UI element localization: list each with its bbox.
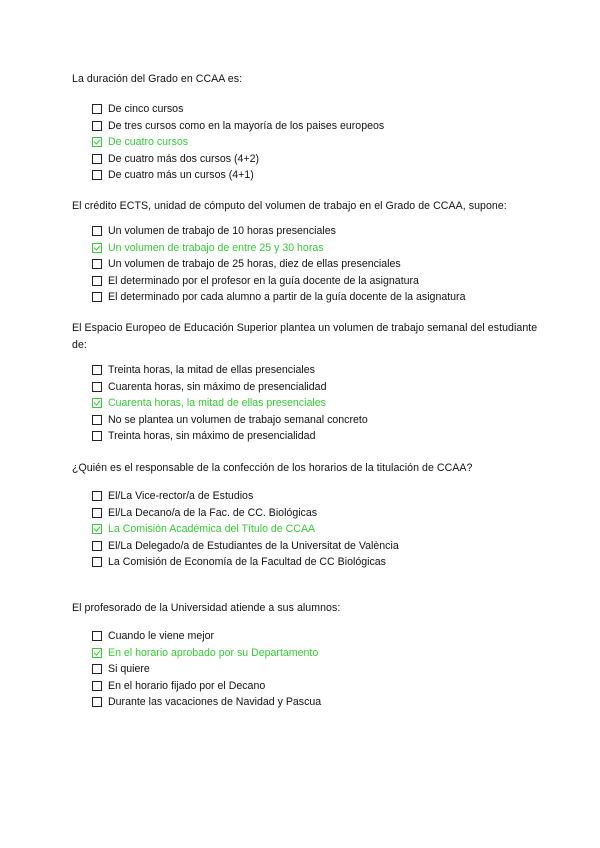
correct-answer-option[interactable] — [92, 395, 542, 412]
correct-answer-option[interactable] — [92, 521, 542, 538]
answer-option[interactable] — [92, 273, 542, 290]
checkbox-icon[interactable] — [92, 431, 102, 441]
question-3-options — [92, 362, 542, 445]
checkbox-icon[interactable] — [92, 170, 102, 180]
checkbox-checked-icon[interactable] — [92, 137, 102, 147]
option-label: Treinta horas, la mitad de ellas presenciales — [108, 364, 315, 377]
answer-option[interactable] — [92, 628, 542, 645]
checkbox-checked-icon[interactable] — [92, 243, 102, 253]
checkbox-icon[interactable] — [92, 121, 102, 131]
option-label: Un volumen de trabajo de 25 horas, diez de ellas presenciales — [108, 258, 401, 271]
correct-answer-option[interactable] — [92, 240, 542, 257]
checkbox-checked-icon[interactable] — [92, 648, 102, 658]
option-label: En el horario fijado por el Decano — [108, 679, 266, 692]
answer-option[interactable] — [92, 505, 542, 522]
option-label: La Comisión de Economía de la Facultad de CC Biológicas — [108, 556, 386, 569]
question-5-options — [92, 628, 542, 711]
checkbox-icon[interactable] — [92, 631, 102, 641]
option-label: El/La Decano/a de la Fac. de CC. Biológicas — [108, 506, 318, 519]
option-label: De cuatro más dos cursos (4+2) — [108, 152, 260, 165]
answer-option[interactable] — [92, 223, 542, 240]
option-label: De cuatro más un cursos (4+1) — [108, 169, 254, 182]
option-label: Cuarenta horas, sin máximo de presencialidad — [108, 380, 327, 393]
checkmark-icon — [94, 138, 101, 145]
question-2-text: El crédito ECTS, unidad de cómputo del volumen de trabajo en el Grado de CCAA, supone: — [72, 200, 507, 212]
option-label: La Comisión Académica del Título de CCAA — [108, 523, 316, 536]
checkbox-icon[interactable] — [92, 226, 102, 236]
option-label: Si quiere — [108, 663, 150, 676]
answer-option[interactable] — [92, 256, 542, 273]
checkbox-icon[interactable] — [92, 292, 102, 302]
answer-option[interactable] — [92, 289, 542, 306]
option-label: Durante las vacaciones de Navidad y Pascua — [108, 696, 322, 709]
option-label: Un volumen de trabajo de 10 horas presenciales — [108, 225, 336, 238]
checkbox-icon[interactable] — [92, 541, 102, 551]
checkbox-icon[interactable] — [92, 382, 102, 392]
checkbox-icon[interactable] — [92, 365, 102, 375]
answer-option[interactable] — [92, 101, 542, 118]
answer-option[interactable] — [92, 538, 542, 555]
answer-option[interactable] — [92, 412, 542, 429]
checkbox-checked-icon[interactable] — [92, 524, 102, 534]
question-4-options — [92, 488, 542, 571]
answer-option[interactable] — [92, 362, 542, 379]
question-3-text: El Espacio Europeo de Educación Superior plantea un volumen de trabajo semanal del estudiante de: — [72, 322, 538, 351]
option-label: El determinado por el profesor en la guía docente de la asignatura — [108, 274, 419, 287]
option-label: Cuarenta horas, la mitad de ellas presenciales — [108, 397, 326, 410]
checkbox-icon[interactable] — [92, 104, 102, 114]
checkbox-icon[interactable] — [92, 154, 102, 164]
checkbox-icon[interactable] — [92, 491, 102, 501]
checkbox-icon[interactable] — [92, 681, 102, 691]
option-label: De cuatro cursos — [108, 136, 189, 149]
checkbox-icon[interactable] — [92, 697, 102, 707]
option-label: No se plantea un volumen de trabajo semanal concreto — [108, 413, 368, 426]
answer-option[interactable] — [92, 428, 542, 445]
option-label: Un volumen de trabajo de entre 25 y 30 horas — [108, 241, 324, 254]
correct-answer-option[interactable] — [92, 134, 542, 151]
option-label: El/La Delegado/a de Estudiantes de la Universitat de València — [108, 539, 399, 552]
checkbox-icon[interactable] — [92, 508, 102, 518]
checkbox-checked-icon[interactable] — [92, 398, 102, 408]
answer-option[interactable] — [92, 379, 542, 396]
option-label: El/La Vice-rector/a de Estudios — [108, 490, 254, 503]
checkbox-icon[interactable] — [92, 415, 102, 425]
answer-option[interactable] — [92, 118, 542, 135]
answer-option[interactable] — [92, 554, 542, 571]
checkbox-icon[interactable] — [92, 557, 102, 567]
checkmark-icon — [94, 525, 101, 532]
answer-option[interactable] — [92, 694, 542, 711]
checkbox-icon[interactable] — [92, 259, 102, 269]
answer-option[interactable] — [92, 661, 542, 678]
option-label: Cuando le viene mejor — [108, 630, 214, 643]
answer-option[interactable] — [92, 167, 542, 184]
option-label: De cinco cursos — [108, 103, 184, 116]
option-label: De tres cursos como en la mayoría de los paises europeos — [108, 119, 385, 132]
checkmark-icon — [94, 243, 101, 250]
checkmark-icon — [94, 648, 101, 655]
answer-option[interactable] — [92, 151, 542, 168]
question-4-text: ¿Quién es el responsable de la confección de los horarios de la titulación de CCAA? — [72, 462, 473, 474]
question-2-options — [92, 223, 542, 306]
option-label: En el horario aprobado por su Departamento — [108, 646, 319, 659]
answer-option[interactable] — [92, 488, 542, 505]
question-5-text: El profesorado de la Universidad atiende a sus alumnos: — [72, 602, 341, 614]
option-label: Treinta horas, sin máximo de presencialidad — [108, 430, 316, 443]
checkmark-icon — [94, 399, 101, 406]
checkbox-icon[interactable] — [92, 664, 102, 674]
checkbox-icon[interactable] — [92, 276, 102, 286]
option-label: El determinado por cada alumno a partir de la guía docente de la asignatura — [108, 291, 466, 304]
question-1-options — [92, 101, 542, 184]
correct-answer-option[interactable] — [92, 645, 542, 662]
question-1-text: La duración del Grado en CCAA es: — [72, 73, 243, 85]
answer-option[interactable] — [92, 678, 542, 695]
